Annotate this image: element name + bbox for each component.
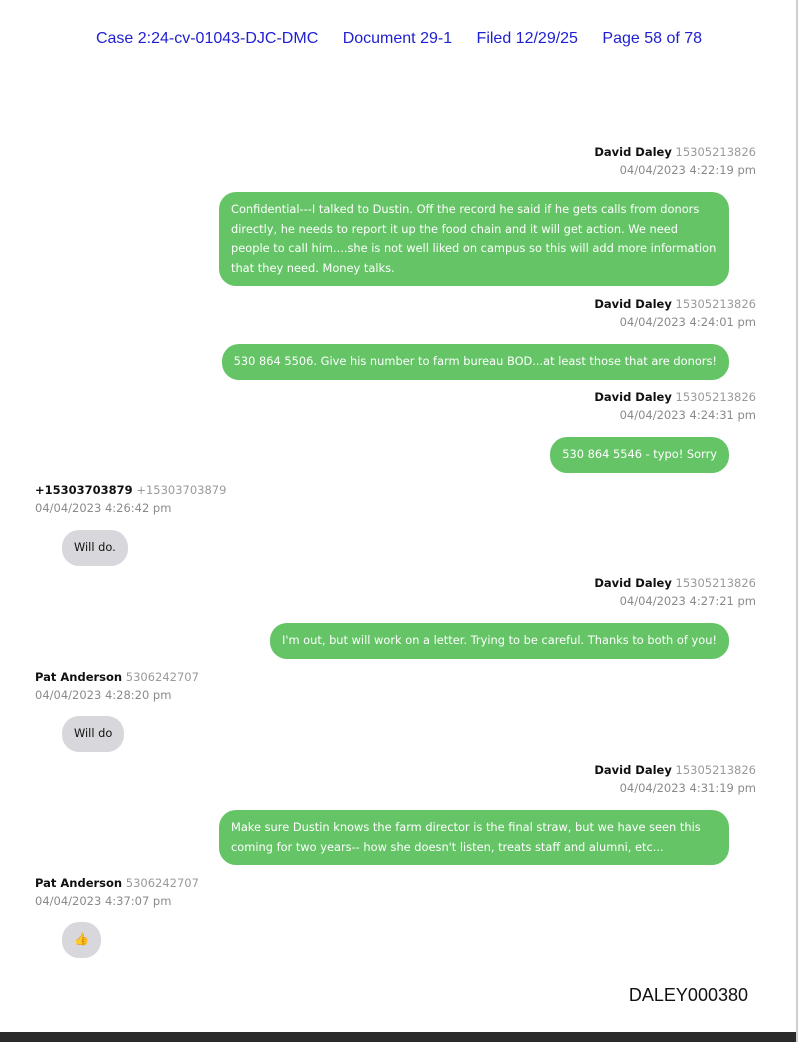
message-timestamp: 04/04/2023 4:22:19 pm [619, 163, 756, 177]
sender-number: 15305213826 [675, 297, 756, 311]
case-number: Case 2:24-cv-01043-DJC-DMC [95, 30, 319, 47]
sender-number: 5306242707 [125, 670, 199, 684]
message-sender [594, 576, 756, 608]
case-header [0, 30, 798, 48]
page-number: Page 58 of 78 [602, 30, 703, 47]
message-timestamp: 04/04/2023 4:28:20 pm [35, 688, 172, 702]
incoming-message-bubble: Will do [62, 716, 124, 752]
outgoing-message-bubble: Make sure Dustin knows the farm director is the final straw, but we have seen this coming for two years-- how she doesn't listen, treats staff and alumni, etc... [219, 810, 729, 865]
outgoing-message-bubble: 530 864 5546 - typo! Sorry [550, 437, 729, 473]
message-sender [594, 390, 756, 422]
message-sender [35, 876, 199, 908]
sender-name: Pat Anderson [35, 876, 123, 890]
sender-number: 15305213826 [675, 763, 756, 777]
message-sender [35, 670, 199, 702]
message-sender [594, 763, 756, 795]
sender-name: David Daley [594, 390, 672, 404]
sender-name: David Daley [594, 576, 672, 590]
message-sender [35, 483, 226, 515]
outgoing-message-bubble: I'm out, but will work on a letter. Trying to be careful. Thanks to both of you! [270, 623, 729, 659]
page-bottom-bar [0, 1032, 798, 1042]
sender-number: 15305213826 [675, 145, 756, 159]
message-sender [594, 145, 756, 177]
sender-name: David Daley [594, 763, 672, 777]
bates-number: DALEY000380 [628, 985, 748, 1005]
message-sender [594, 297, 756, 329]
sender-number: 5306242707 [125, 876, 199, 890]
message-timestamp: 04/04/2023 4:37:07 pm [35, 894, 172, 908]
incoming-message-bubble: Will do. [62, 530, 128, 566]
sender-name: David Daley [594, 145, 672, 159]
outgoing-message-bubble: Confidential---I talked to Dustin. Off the record he said if he gets calls from donors directly, he needs to report it up the food chain and it will get action. We need people to call him....she is not well liked on campus so this will add more information that they need. Money talks. [219, 192, 729, 286]
sender-number: 15305213826 [675, 390, 756, 404]
sender-name: Pat Anderson [35, 670, 123, 684]
incoming-message-bubble: 👍 [62, 922, 101, 958]
message-timestamp: 04/04/2023 4:24:01 pm [619, 315, 756, 329]
message-timestamp: 04/04/2023 4:27:21 pm [619, 594, 756, 608]
message-timestamp: 04/04/2023 4:24:31 pm [619, 408, 756, 422]
filed-date: Filed 12/29/25 [476, 30, 578, 47]
message-timestamp: 04/04/2023 4:26:42 pm [35, 501, 172, 515]
sender-name: +15303703879 [35, 483, 133, 497]
outgoing-message-bubble: 530 864 5506. Give his number to farm bureau BOD...at least those that are donors! [222, 344, 729, 380]
sender-number: 15305213826 [675, 576, 756, 590]
sender-number: +15303703879 [136, 483, 227, 497]
document-number: Document 29-1 [342, 30, 453, 47]
sender-name: David Daley [594, 297, 672, 311]
message-timestamp: 04/04/2023 4:31:19 pm [619, 781, 756, 795]
